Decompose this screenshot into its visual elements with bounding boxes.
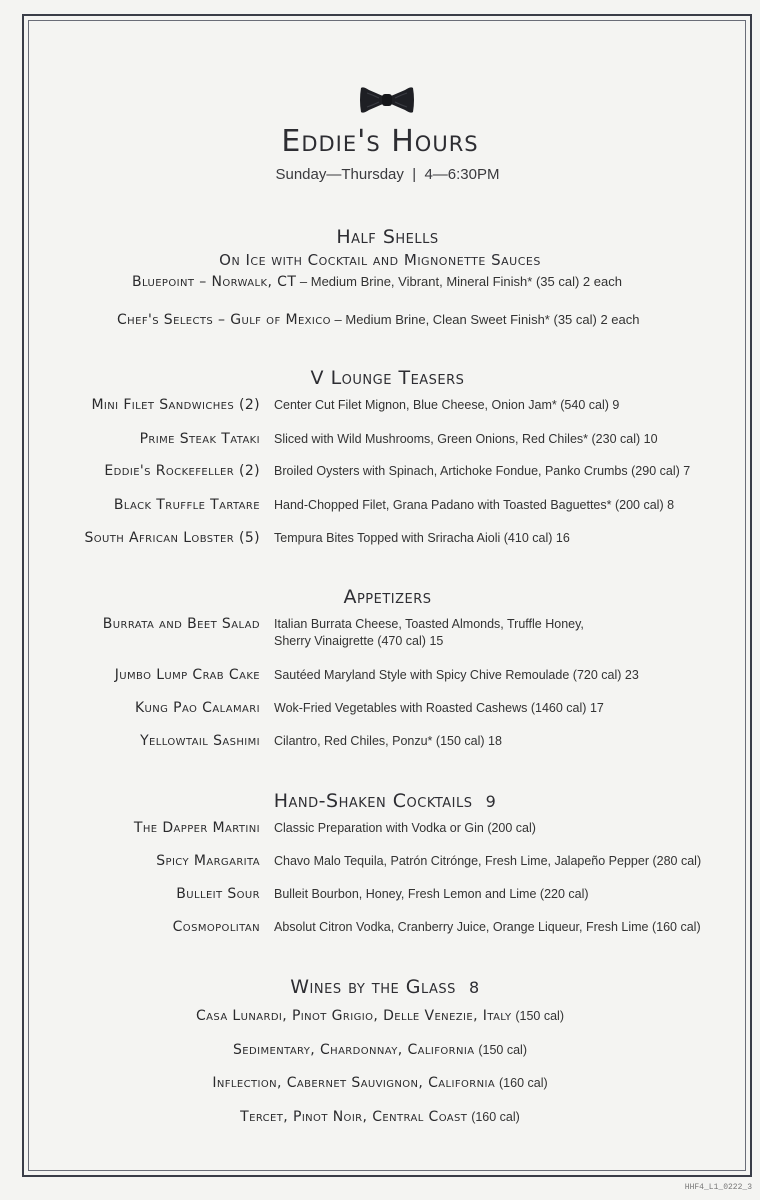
- item-cal: (230 cal): [591, 432, 641, 446]
- item-cal: (280 cal): [652, 854, 702, 868]
- item-cal: (160 cal): [471, 1110, 520, 1124]
- item-cal: (540 cal): [560, 398, 609, 412]
- item-desc-line: [274, 616, 714, 650]
- item-cal: (150 cal): [435, 734, 485, 748]
- menu-item: [0, 497, 760, 517]
- section-title: Wines by the Glass: [290, 976, 456, 998]
- menu-item: [0, 667, 760, 687]
- item-price: 23: [624, 668, 639, 682]
- item-name: Burrata and Beet Salad: [102, 616, 260, 632]
- item-cal: (200 cal): [487, 821, 536, 835]
- item-price: 15: [429, 634, 444, 648]
- menu-item: [0, 700, 760, 720]
- section-subheading-half-shells: On Ice with Cocktail and Mignonette Sauces: [219, 251, 541, 269]
- item-desc: Chavo Malo Tequila, Patrón Citrónge, Fresh Lime, Jalapeño Pepper: [274, 854, 649, 868]
- menu-item: [0, 530, 760, 550]
- section-title: Hand-Shaken Cocktails: [273, 790, 473, 812]
- item-price: 17: [589, 701, 604, 715]
- item-price: 10: [643, 432, 658, 446]
- item-desc: Italian Burrata Cheese, Toasted Almonds, Truffle Honey,: [274, 617, 584, 631]
- item-desc: Classic Preparation with Vodka or Gin: [274, 821, 484, 835]
- item-cal: (410 cal): [503, 531, 553, 545]
- menu-title: Eddie's Hours: [281, 124, 479, 159]
- item-name: Tercet, Pinot Noir, Central Coast: [240, 1109, 468, 1125]
- section-heading-appetizers: Appetizers: [343, 586, 432, 608]
- menu-item-bluepoint: [132, 274, 622, 290]
- item-name: Inflection, Cabernet Sauvignon, California: [212, 1075, 496, 1091]
- item-desc-line: [274, 919, 714, 936]
- item-price: 8: [667, 498, 675, 512]
- menu-item: [0, 733, 760, 753]
- menu-item: [0, 463, 760, 483]
- item-name: Black Truffle Tartare: [113, 497, 260, 513]
- menu-item: [0, 886, 760, 906]
- menu-item: [0, 431, 760, 451]
- item-price: 2 each: [582, 274, 622, 289]
- item-cal: (470 cal): [377, 634, 426, 648]
- section-heading-teasers: V Lounge Teasers: [310, 367, 465, 389]
- wine-item: [0, 1041, 760, 1058]
- item-name: Spicy Margarita: [156, 853, 260, 869]
- item-desc-line: [274, 700, 714, 717]
- item-desc-line: [274, 463, 714, 480]
- wine-item: [0, 1074, 760, 1091]
- item-cal: (160 cal): [499, 1076, 548, 1090]
- wine-item: [0, 1108, 760, 1125]
- item-desc: Bulleit Bourbon, Honey, Fresh Lemon and Lime: [274, 887, 537, 901]
- item-desc-continued: Sherry Vinaigrette: [274, 634, 374, 648]
- item-desc-line: [274, 667, 714, 684]
- menu-item: [0, 853, 760, 873]
- menu-item: [0, 919, 760, 939]
- item-name: Chef's Selects – Gulf of Mexico: [117, 312, 331, 328]
- menu-item: [0, 616, 760, 648]
- item-name: Casa Lunardi, Pinot Grigio, Delle Venezie, Italy: [195, 1008, 512, 1024]
- item-name: Mini Filet Sandwiches (2): [91, 397, 260, 413]
- item-name: The Dapper Martini: [133, 820, 260, 836]
- item-desc: Center Cut Filet Mignon, Blue Cheese, Onion Jam*: [274, 398, 557, 412]
- item-desc-line: [274, 820, 714, 837]
- section-heading-half-shells: Half Shells: [336, 226, 439, 248]
- item-name: Eddie's Rockefeller (2): [104, 463, 260, 479]
- item-name: Kung Pao Calamari: [134, 700, 260, 716]
- menu-item: [0, 397, 760, 417]
- item-name: Cosmopolitan: [172, 919, 260, 935]
- item-cal: (35 cal): [535, 274, 580, 289]
- section-price: 9: [485, 792, 497, 811]
- item-desc-line: [274, 497, 714, 514]
- item-cal: (150 cal): [515, 1009, 564, 1023]
- item-desc: Broiled Oysters with Spinach, Artichoke Fondue, Panko Crumbs: [274, 464, 628, 478]
- item-price: 16: [555, 531, 570, 545]
- item-name: Jumbo Lump Crab Cake: [114, 667, 260, 683]
- item-cal: (200 cal): [614, 498, 664, 512]
- item-cal: (290 cal): [631, 464, 680, 478]
- item-desc-line: [274, 397, 714, 414]
- item-desc: Hand-Chopped Filet, Grana Padano with Toasted Baguettes*: [274, 498, 612, 512]
- item-name: South African Lobster (5): [84, 530, 260, 546]
- section-heading-cocktails: [0, 790, 760, 812]
- item-desc: – Medium Brine, Clean Sweet Finish*: [330, 312, 550, 327]
- item-cal: (160 cal): [651, 920, 701, 934]
- item-desc: Cilantro, Red Chiles, Ponzu*: [274, 734, 433, 748]
- item-price: 7: [683, 464, 691, 478]
- item-name: Sedimentary, Chardonnay, California: [233, 1042, 475, 1058]
- menu-hours: Sunday—Thursday | 4—6:30PM: [275, 166, 500, 183]
- item-name: Yellowtail Sashimi: [140, 733, 260, 749]
- item-cal: (220 cal): [539, 887, 589, 901]
- item-desc: Sliced with Wild Mushrooms, Green Onions, Red Chiles*: [274, 432, 589, 446]
- item-desc: Sautéed Maryland Style with Spicy Chive Remoulade: [274, 668, 570, 682]
- item-price: 2 each: [600, 312, 640, 327]
- item-desc: Wok-Fried Vegetables with Roasted Cashews: [274, 701, 528, 715]
- item-cal: (150 cal): [478, 1043, 527, 1057]
- section-price: 8: [469, 978, 480, 997]
- item-desc: – Medium Brine, Vibrant, Mineral Finish*: [296, 274, 533, 289]
- item-cal: (720 cal): [572, 668, 622, 682]
- bowtie-icon: [359, 84, 415, 116]
- item-desc-line: [274, 431, 714, 448]
- item-name: Prime Steak Tataki: [139, 431, 260, 447]
- item-cal: (1460 cal): [530, 701, 587, 715]
- item-desc: Absolut Citron Vodka, Cranberry Juice, Orange Liqueur, Fresh Lime: [274, 920, 649, 934]
- item-desc-line: [274, 530, 714, 547]
- item-desc-line: [274, 733, 714, 750]
- item-desc-line: [274, 853, 714, 870]
- menu-item-chefs-selects: [117, 312, 640, 328]
- item-name: Bulleit Sour: [176, 886, 260, 902]
- item-name: Bluepoint – Norwalk, CT: [132, 274, 297, 290]
- print-code: HHF4_L1_0222_3: [684, 1183, 752, 1192]
- menu-item: [0, 820, 760, 840]
- item-cal: (35 cal): [553, 312, 597, 327]
- item-desc: Tempura Bites Topped with Sriracha Aioli: [274, 531, 501, 545]
- wine-item: [0, 1007, 760, 1024]
- item-price: 18: [488, 734, 502, 748]
- item-price: 9: [612, 398, 620, 412]
- item-desc-line: [274, 886, 714, 903]
- section-heading-wines: [0, 976, 760, 998]
